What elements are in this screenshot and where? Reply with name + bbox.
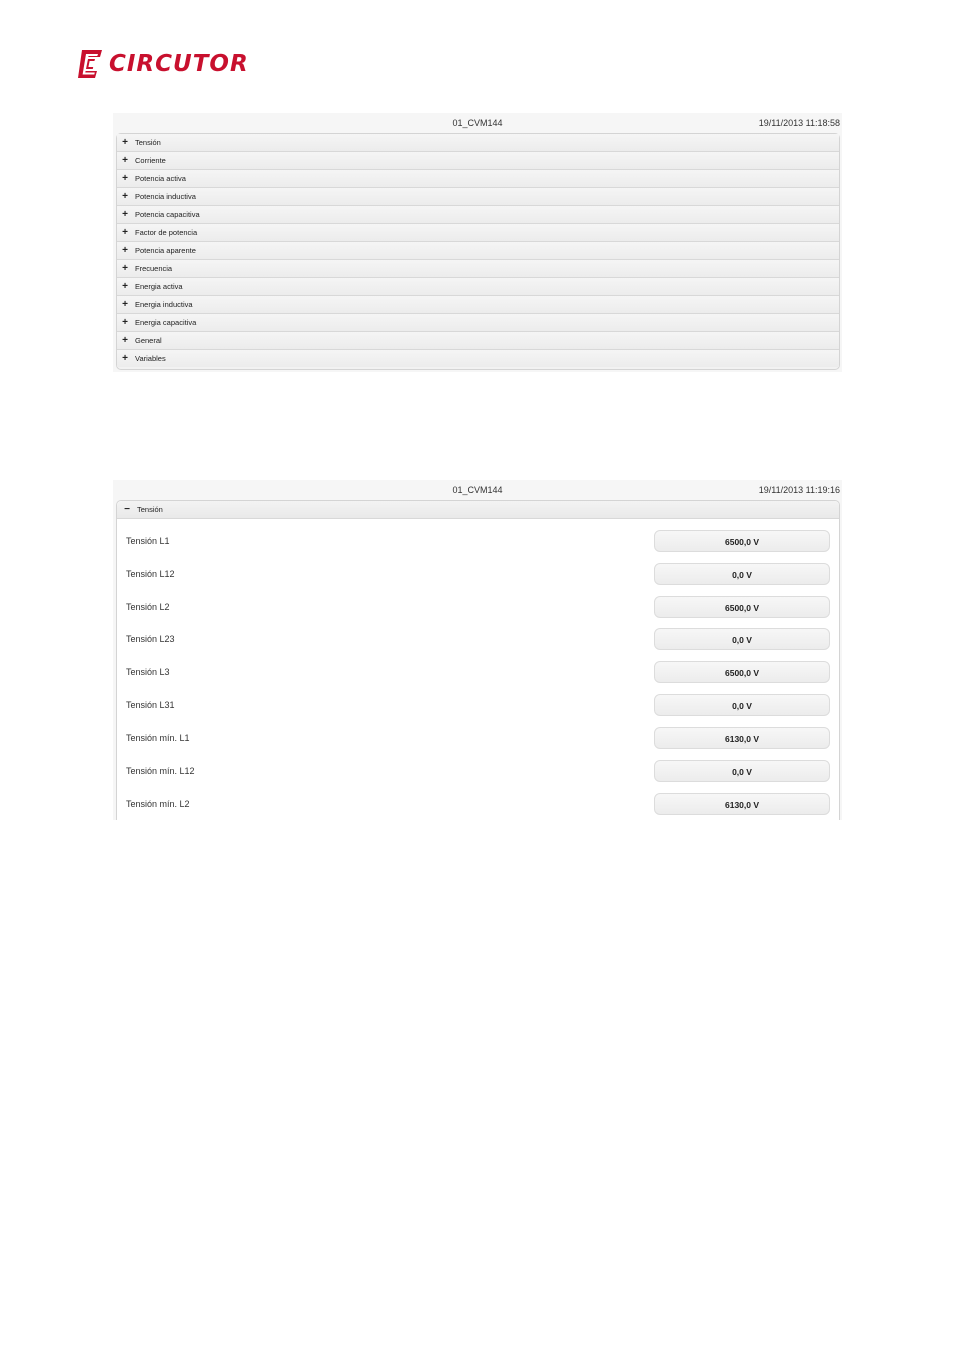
- expand-icon: +: [122, 208, 128, 220]
- measurement-list: [117, 519, 839, 820]
- measurement-value: 0,0 V: [654, 628, 830, 650]
- measurement-label: Tensión mín. L2: [126, 799, 190, 809]
- category-label: General: [135, 336, 162, 345]
- category-row-variables[interactable]: [117, 350, 839, 367]
- expand-icon: +: [122, 172, 128, 184]
- timestamp: 19/11/2013 11:18:58: [758, 118, 840, 128]
- category-row-potencia-activa[interactable]: [117, 170, 839, 188]
- measurement-label: Tensión L23: [126, 634, 175, 644]
- section-header-tension[interactable]: [117, 501, 839, 519]
- measurement-label: Tensión L2: [126, 602, 170, 612]
- circutor-c-logo-icon: [76, 48, 106, 80]
- measurement-value: 0,0 V: [654, 694, 830, 716]
- category-row-potencia-inductiva[interactable]: [117, 188, 839, 206]
- measurement-label: Tensión mín. L1: [126, 733, 190, 743]
- expand-icon: +: [122, 352, 128, 364]
- device-name: 01_CVM144: [452, 118, 503, 128]
- category-label: Energia activa: [135, 282, 183, 291]
- measurement-row: [117, 727, 839, 751]
- expand-icon: +: [122, 334, 128, 346]
- category-row-potencia-capacitiva[interactable]: [117, 206, 839, 224]
- measurement-row: [117, 661, 839, 685]
- measurement-row: [117, 628, 839, 652]
- measurement-label: Tensión L31: [126, 700, 175, 710]
- measurement-value: 6130,0 V: [654, 793, 830, 815]
- category-row-tension[interactable]: [117, 134, 839, 152]
- measurement-label: Tensión L1: [126, 536, 170, 546]
- category-label: Potencia capacitiva: [135, 210, 200, 219]
- expand-icon: +: [122, 262, 128, 274]
- measurement-value: 0,0 V: [654, 760, 830, 782]
- measurement-row: [117, 563, 839, 587]
- measurement-value: 6500,0 V: [654, 661, 830, 683]
- measurement-value: 6130,0 V: [654, 727, 830, 749]
- measurement-label: Tensión mín. L12: [126, 766, 195, 776]
- category-label: Potencia activa: [135, 174, 186, 183]
- category-label: Tensión: [135, 138, 161, 147]
- variables-panel-collapsed: [113, 113, 842, 372]
- category-row-energia-inductiva[interactable]: [117, 296, 839, 314]
- expand-icon: +: [122, 136, 128, 148]
- category-label: Frecuencia: [135, 264, 173, 273]
- logo-text: CIRCUTOR: [109, 51, 249, 77]
- category-label: Potencia inductiva: [135, 192, 196, 201]
- timestamp: 19/11/2013 11:19:16: [758, 485, 840, 495]
- category-label: Energia capacitiva: [135, 318, 197, 327]
- measurement-row: [117, 760, 839, 784]
- collapse-icon: −: [124, 503, 130, 515]
- category-row-potencia-aparente[interactable]: [117, 242, 839, 260]
- measurement-label: Tensión L3: [126, 667, 170, 677]
- panel-header: [113, 113, 842, 133]
- expand-icon: +: [122, 154, 128, 166]
- measurement-row: [117, 596, 839, 620]
- measurement-row: [117, 694, 839, 718]
- category-row-factor-de-potencia[interactable]: [117, 224, 839, 242]
- expand-icon: +: [122, 298, 128, 310]
- category-label: Corriente: [135, 156, 166, 165]
- circutor-logo: [76, 48, 249, 80]
- measurement-value: 6500,0 V: [654, 530, 830, 552]
- expand-icon: +: [122, 280, 128, 292]
- category-label: Energia inductiva: [135, 300, 193, 309]
- section-label: Tensión: [137, 505, 163, 514]
- expand-icon: +: [122, 226, 128, 238]
- category-row-frecuencia[interactable]: [117, 260, 839, 278]
- device-name: 01_CVM144: [452, 485, 503, 495]
- measurement-row: [117, 530, 839, 554]
- measurement-label: Tensión L12: [126, 569, 175, 579]
- measurement-value: 6500,0 V: [654, 596, 830, 618]
- category-row-general[interactable]: [117, 332, 839, 350]
- category-list: [116, 133, 840, 370]
- panel-header: [113, 480, 842, 500]
- measurement-value: 0,0 V: [654, 563, 830, 585]
- expand-icon: +: [122, 244, 128, 256]
- tension-section: [116, 500, 840, 820]
- category-row-corriente[interactable]: [117, 152, 839, 170]
- category-label: Factor de potencia: [135, 228, 198, 237]
- expand-icon: +: [122, 316, 128, 328]
- category-label: Potencia aparente: [135, 246, 196, 255]
- category-label: Variables: [135, 354, 166, 363]
- expand-icon: +: [122, 190, 128, 202]
- category-row-energia-activa[interactable]: [117, 278, 839, 296]
- category-row-energia-capacitiva[interactable]: [117, 314, 839, 332]
- variables-panel-expanded: [113, 480, 842, 820]
- measurement-row: [117, 793, 839, 817]
